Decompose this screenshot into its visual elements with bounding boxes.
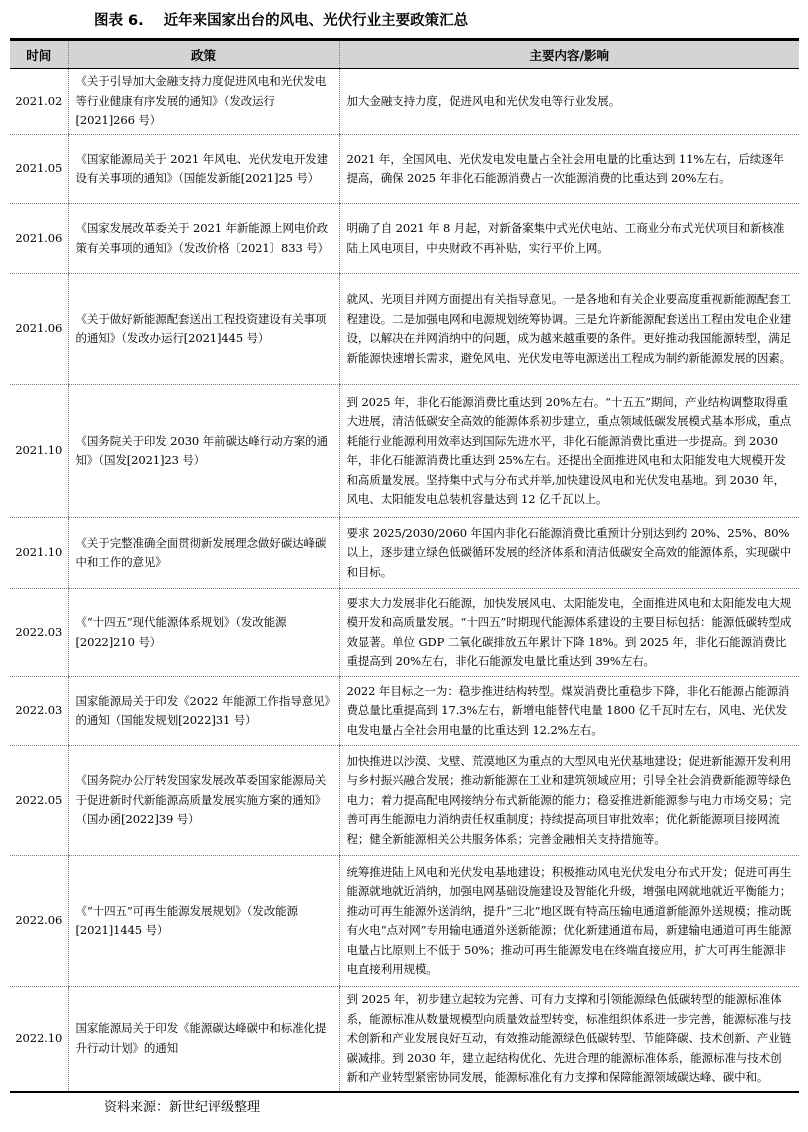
cell-policy: 《关于做好新能源配套送出工程投资建设有关事项的通知》（发改办运行[2021]445 号） xyxy=(68,274,339,385)
table-row xyxy=(10,589,799,677)
cell-date: 2022.03 xyxy=(10,589,68,677)
table-row xyxy=(10,856,799,987)
cell-content: 2021 年，全国风电、光伏发电发电量占全社会用电量的比重达到 11%左右，后续逐年提高，确保 2025 年非化石能源消费占一次能源消费的比重达到 20%左右。 xyxy=(339,135,799,204)
source-note: 资料来源：新世纪评级整理 xyxy=(104,1100,261,1115)
cell-date: 2021.06 xyxy=(10,274,68,385)
table-row xyxy=(10,204,799,274)
table-row xyxy=(10,987,799,1092)
cell-date: 2021.06 xyxy=(10,204,68,274)
cell-policy: 《国务院办公厅转发国家发展改革委国家能源局关于促进新时代新能源高质量发展实施方案的通知》（国办函[2022]39 号） xyxy=(68,746,339,856)
cell-policy: 《关于完整准确全面贯彻新发展理念做好碳达峰碳中和工作的意见》 xyxy=(68,518,339,589)
cell-date: 2021.10 xyxy=(10,518,68,589)
cell-date: 2022.06 xyxy=(10,856,68,987)
table-header-row xyxy=(10,40,799,69)
table-row xyxy=(10,274,799,385)
cell-date: 2022.05 xyxy=(10,746,68,856)
cell-content: 到 2025 年，非化石能源消费比重达到 20%左右。“十五五”期间，产业结构调整取得重大进展，清洁低碳安全高效的能源体系初步建立，重点领域低碳发展模式基本形成，重点耗能行业能源利用效率达到国际先进水平，非化石能源消费比重进一步提高。到 2030 年，非化石能源消费比重达到 25%左右。还提出全面推进风电和太阳能发电大规模开发和高质量发展。坚持集中式与分布式并举,加快建设风电和光伏发电基地。到 2030 年，风电、太阳能发电总装机容量达到 12 亿千瓦以上。 xyxy=(339,385,799,518)
cell-policy: 国家能源局关于印发《能源碳达峰碳中和标准化提升行动计划》的通知 xyxy=(68,987,339,1092)
header-date: 时间 xyxy=(10,40,68,69)
cell-date: 2021.02 xyxy=(10,69,68,135)
table-row xyxy=(10,677,799,746)
table-row xyxy=(10,518,799,589)
figure-caption: 近年来国家出台的风电、光伏行业主要政策汇总 xyxy=(163,13,469,29)
cell-policy: 《国家发展改革委关于 2021 年新能源上网电价政策有关事项的通知》（发改价格〔2021〕833 号） xyxy=(68,204,339,274)
cell-content: 明确了自 2021 年 8 月起，对新备案集中式光伏电站、工商业分布式光伏项目和新核准陆上风电项目，中央财政不再补贴，实行平价上网。 xyxy=(339,204,799,274)
cell-content: 要求 2025/2030/2060 年国内非化石能源消费比重预计分别达到约 20%、25%、80%以上，逐步建立绿色低碳循环发展的经济体系和清洁低碳安全高效的能源体系，实现碳中和目标。 xyxy=(339,518,799,589)
policy-table xyxy=(10,38,799,1093)
cell-date: 2021.05 xyxy=(10,135,68,204)
header-content: 主要内容/影响 xyxy=(339,40,799,69)
cell-date: 2022.03 xyxy=(10,677,68,746)
cell-content: 统筹推进陆上风电和光伏发电基地建设；积极推动风电光伏发电分布式开发；促进可再生能源就地就近消纳，加强电网基础设施建设及智能化升级，增强电网就地就近平衡能力；推动可再生能源外送消纳，提升“三北”地区既有特高压输电通道新能源外送规模；推动既有火电“点对网”专用输电通道外送新能源；优化新建通道布局，新建输电通道可再生能源电量占比原则上不低于 50%；推动可再生能源发电在终端直接应用，扩大可再生能源非电直接利用规模。 xyxy=(339,856,799,987)
figure-label: 图表 6. xyxy=(94,13,144,29)
cell-content: 加大金融支持力度，促进风电和光伏发电等行业发展。 xyxy=(339,69,799,135)
cell-policy: 国家能源局关于印发《2022 年能源工作指导意见》的通知（国能发规划[2022]31 号） xyxy=(68,677,339,746)
cell-policy: 《国家能源局关于 2021 年风电、光伏发电开发建设有关事项的通知》（国能发新能[2021]25 号） xyxy=(68,135,339,204)
cell-policy: 《国务院关于印发 2030 年前碳达峰行动方案的通知》（国发[2021]23 号） xyxy=(68,385,339,518)
cell-policy: 《关于引导加大金融支持力度促进风电和光伏发电等行业健康有序发展的通知》（发改运行[2021]266 号） xyxy=(68,69,339,135)
cell-content: 要求大力发展非化石能源，加快发展风电、太阳能发电，全面推进风电和太阳能发电大规模开发和高质量发展。“十四五”时期现代能源体系建设的主要目标包括：能源低碳转型成效显著。单位 GDP 二氧化碳排放五年累计下降 18%。到 2025 年，非化石能源消费比重提高到 20%左右，非化石能源发电量比重达到 39%左右。 xyxy=(339,589,799,677)
cell-policy: 《“十四五”可再生能源发展规划》（发改能源[2021]1445 号） xyxy=(68,856,339,987)
cell-content: 就风、光项目并网方面提出有关指导意见。一是各地和有关企业要高度重视新能源配套工程建设。二是加强电网和电源规划统筹协调。三是允许新能源配套送出工程由发电企业建设，以解决在并网消纳中的问题，成为越来越重要的条件。更好推动我国能源转型，满足新能源快速增长需求，避免风电、光伏发电等电源送出工程成为制约新能源发展的因素。 xyxy=(339,274,799,385)
table-row xyxy=(10,746,799,856)
table-row xyxy=(10,69,799,135)
cell-content: 到 2025 年，初步建立起较为完善、可有力支撑和引领能源绿色低碳转型的能源标准体系，能源标准从数量规模型向质量效益型转变，标准组织体系进一步完善，能源标准与技术创新和产业发展良好互动，有效推动能源绿色低碳转型、节能降碳、技术创新、产业链碳减排。到 2030 年，建立起结构优化、先进合理的能源标准体系，能源标准与技术创新和产业转型紧密协同发展，能源标准化有力支撑和保障能源领域碳达峰、碳中和。 xyxy=(339,987,799,1092)
table-row xyxy=(10,385,799,518)
header-policy: 政策 xyxy=(68,40,339,69)
cell-content: 加快推进以沙漠、戈壁、荒漠地区为重点的大型风电光伏基地建设；促进新能源开发利用与乡村振兴融合发展；推动新能源在工业和建筑领域应用；引导全社会消费新能源等绿色电力；着力提高配电网接纳分布式新能源的能力；稳妥推进新能源参与电力市场交易；完善可再生能源电力消纳责任权重制度；持续提高项目审批效率；优化新能源项目接网流程；健全新能源相关公共服务体系；完善金融相关支持措施等。 xyxy=(339,746,799,856)
table-row xyxy=(10,135,799,204)
figure-title xyxy=(94,9,468,33)
cell-content: 2022 年目标之一为：稳步推进结构转型。煤炭消费比重稳步下降，非化石能源占能源消费总量比重提高到 17.3%左右，新增电能替代电量 1800 亿千瓦时左右，风电、光伏发电发电量占全社会用电量的比重达到 12.2%左右。 xyxy=(339,677,799,746)
cell-policy: 《“十四五”现代能源体系规划》（发改能源[2022]210 号） xyxy=(68,589,339,677)
cell-date: 2021.10 xyxy=(10,385,68,518)
cell-date: 2022.10 xyxy=(10,987,68,1092)
